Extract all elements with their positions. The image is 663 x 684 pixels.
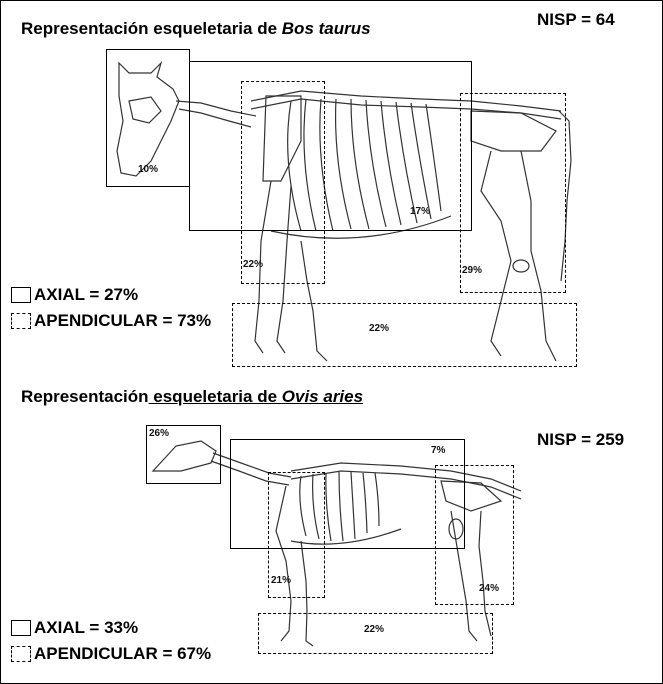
cattle-forelimb-percent: 22% <box>243 259 264 270</box>
sheep-trunk-box <box>230 439 465 549</box>
sheep-legend-appendicular <box>11 644 211 664</box>
cattle-trunk-percent: 17% <box>410 206 431 217</box>
sheep-title-species: Ovis aries <box>281 387 364 406</box>
sheep-title-prefix: Representación <box>21 387 149 406</box>
solid-box-swatch <box>11 620 31 636</box>
sheep-hindlimb-box <box>435 465 514 605</box>
sheep-feet-percent: 22% <box>364 624 385 635</box>
sheep-hindlimb-percent: 24% <box>479 583 500 594</box>
sheep-nisp: NISP = 259 <box>537 430 625 449</box>
sheep-skull-percent: 26% <box>149 428 170 439</box>
sheep-forelimb-percent: 21% <box>271 575 292 586</box>
sheep-trunk-percent: 7% <box>431 445 446 456</box>
sheep-legend-axial <box>11 618 138 638</box>
cattle-hindlimb-percent: 29% <box>462 265 483 276</box>
sheep-legend-axial-label: AXIAL = 33% <box>34 618 139 637</box>
sheep-skeleton-drawing <box>1 1 663 684</box>
cattle-nisp: NISP = 64 <box>537 10 615 29</box>
cattle-title-species: Bos taurus <box>281 19 371 38</box>
cattle-feet-percent: 22% <box>369 323 390 334</box>
cattle-skull-percent: 10% <box>138 164 159 175</box>
cattle-title-prefix: Representación esqueletaria de <box>21 19 282 38</box>
dashed-box-swatch <box>11 646 31 662</box>
sheep-title-middle: esqueletaria de <box>148 387 282 406</box>
sheep-legend-appendicular-label: APENDICULAR = 67% <box>34 644 212 663</box>
cattle-legend-axial-label: AXIAL = 27% <box>34 285 139 304</box>
cattle-legend-appendicular-label: APENDICULAR = 73% <box>34 311 212 330</box>
